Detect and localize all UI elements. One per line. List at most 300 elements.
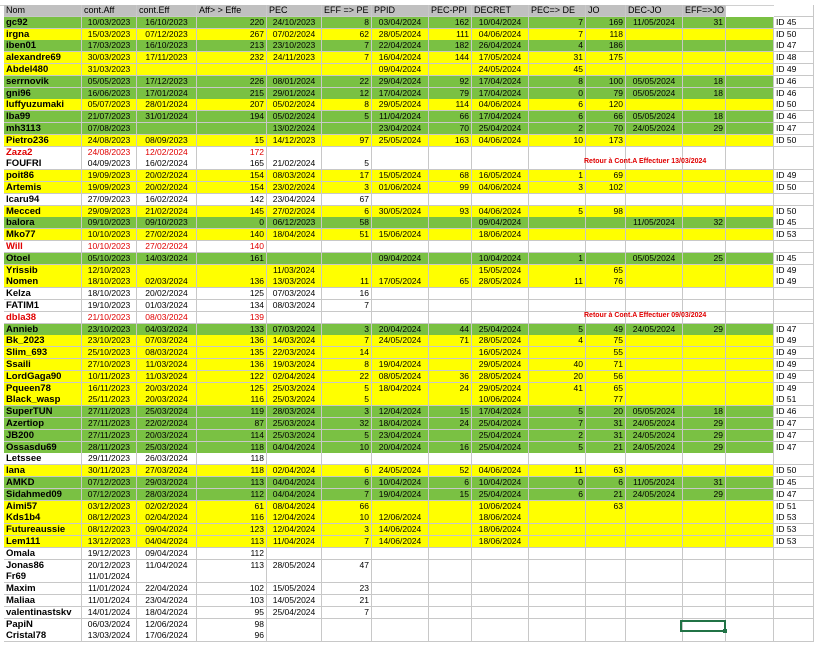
table-row[interactable] <box>0 489 814 501</box>
cell[interactable]: 08/01/2024 <box>267 76 322 88</box>
cell[interactable] <box>626 29 683 41</box>
table-row[interactable] <box>0 442 814 454</box>
cell[interactable]: 0 <box>529 88 586 100</box>
cell[interactable]: 22/03/2024 <box>267 347 322 359</box>
cell[interactable]: ID 50 <box>774 29 814 41</box>
cell[interactable] <box>429 241 472 253</box>
cell[interactable] <box>267 64 322 76</box>
cell[interactable]: Lem111 <box>4 536 82 548</box>
cell[interactable]: Maxim <box>4 583 82 595</box>
cell[interactable]: 6 <box>529 489 586 501</box>
cell[interactable]: 23 <box>322 583 372 595</box>
table-row[interactable] <box>0 182 814 194</box>
cell[interactable] <box>683 170 726 182</box>
cell[interactable]: 11/04/2024 <box>372 111 429 123</box>
cell[interactable]: 29/01/2024 <box>267 88 322 100</box>
cell[interactable] <box>322 241 372 253</box>
cell[interactable]: Jonas86 <box>4 560 82 572</box>
cell[interactable]: lcaru94 <box>4 194 82 206</box>
cell[interactable]: 26/03/2024 <box>137 453 197 465</box>
cell[interactable]: 58 <box>322 217 372 229</box>
cell[interactable]: 10/04/2024 <box>372 477 429 489</box>
cell[interactable] <box>726 158 774 170</box>
cell[interactable] <box>322 619 372 631</box>
cell[interactable] <box>626 583 683 595</box>
cell[interactable]: 18 <box>683 406 726 418</box>
cell[interactable] <box>683 347 726 359</box>
cell[interactable] <box>372 560 429 572</box>
cell[interactable] <box>267 571 322 583</box>
cell[interactable]: 10/06/2024 <box>472 394 529 406</box>
cell[interactable]: 1 <box>529 170 586 182</box>
cell[interactable]: 25/05/2024 <box>372 135 429 147</box>
cell[interactable] <box>529 312 586 324</box>
cell[interactable]: 10 <box>322 442 372 454</box>
cell[interactable]: 08/03/2024 <box>267 170 322 182</box>
cell[interactable]: 27/11/2023 <box>82 406 137 418</box>
cell[interactable] <box>626 229 683 241</box>
cell[interactable]: 5 <box>322 383 372 395</box>
cell[interactable]: 16 <box>322 288 372 300</box>
cell[interactable]: 24/05/2024 <box>626 430 683 442</box>
cell[interactable] <box>267 619 322 631</box>
cell[interactable]: 25/04/2024 <box>267 607 322 619</box>
cell[interactable]: 13/02/2024 <box>267 123 322 135</box>
cell[interactable] <box>774 241 814 253</box>
cell[interactable]: 173 <box>586 135 626 147</box>
cell[interactable] <box>529 453 586 465</box>
cell[interactable]: 17 <box>322 170 372 182</box>
cell[interactable] <box>529 158 586 170</box>
cell[interactable] <box>267 453 322 465</box>
cell[interactable]: 15/05/2024 <box>472 265 529 277</box>
cell[interactable]: 29 <box>683 324 726 336</box>
cell[interactable] <box>429 229 472 241</box>
cell[interactable] <box>372 595 429 607</box>
cell[interactable] <box>774 548 814 560</box>
table-row[interactable] <box>0 335 814 347</box>
cell[interactable]: 186 <box>586 40 626 52</box>
cell[interactable]: 07/02/2024 <box>267 29 322 41</box>
cell[interactable]: 213 <box>197 40 267 52</box>
cell[interactable]: 04/06/2024 <box>472 182 529 194</box>
cell[interactable] <box>267 241 322 253</box>
cell[interactable]: 11/04/2024 <box>267 536 322 548</box>
cell[interactable]: 56 <box>586 371 626 383</box>
cell[interactable] <box>529 524 586 536</box>
cell[interactable]: 24/05/2024 <box>626 324 683 336</box>
cell[interactable]: 09/04/2024 <box>372 253 429 265</box>
cell[interactable] <box>683 64 726 76</box>
cell[interactable] <box>586 548 626 560</box>
column-header[interactable]: EFF => PE <box>322 5 372 17</box>
cell[interactable]: 05/02/2024 <box>267 99 322 111</box>
cell[interactable] <box>472 571 529 583</box>
table-row[interactable] <box>0 347 814 359</box>
cell[interactable]: 13/03/2024 <box>82 630 137 642</box>
cell[interactable]: 65 <box>429 276 472 288</box>
cell[interactable]: 05/07/2023 <box>82 99 137 111</box>
cell[interactable]: 29/11/2023 <box>82 453 137 465</box>
cell[interactable] <box>372 312 429 324</box>
cell[interactable]: 10/04/2024 <box>472 17 529 29</box>
cell[interactable]: gni96 <box>4 88 82 100</box>
cell[interactable] <box>683 135 726 147</box>
cell[interactable] <box>429 253 472 265</box>
cell[interactable]: 27/09/2023 <box>82 194 137 206</box>
cell[interactable]: Futureaussie <box>4 524 82 536</box>
cell[interactable]: ID 47 <box>774 324 814 336</box>
cell[interactable] <box>726 76 774 88</box>
cell[interactable] <box>586 147 626 159</box>
column-header[interactable]: DECRET <box>472 5 529 17</box>
cell[interactable]: 113 <box>197 560 267 572</box>
table-row[interactable] <box>0 17 814 29</box>
cell[interactable] <box>472 312 529 324</box>
cell[interactable]: 98 <box>586 206 626 218</box>
cell[interactable]: 15 <box>429 489 472 501</box>
cell[interactable]: 14/03/2024 <box>267 335 322 347</box>
cell[interactable]: 13/12/2023 <box>82 536 137 548</box>
cell[interactable]: 10/04/2024 <box>472 477 529 489</box>
cell[interactable]: ID 46 <box>774 406 814 418</box>
cell[interactable] <box>626 135 683 147</box>
cell[interactable] <box>586 194 626 206</box>
cell[interactable]: 70 <box>586 123 626 135</box>
table-row[interactable] <box>0 253 814 265</box>
cell[interactable] <box>586 288 626 300</box>
column-header[interactable]: EFF=>JO <box>685 5 725 15</box>
cell[interactable] <box>626 265 683 277</box>
cell[interactable]: Kds1b4 <box>4 512 82 524</box>
cell[interactable] <box>586 583 626 595</box>
cell[interactable]: 6 <box>429 477 472 489</box>
cell[interactable]: ID 46 <box>774 76 814 88</box>
cell[interactable]: Mko77 <box>4 229 82 241</box>
cell[interactable]: 29/04/2024 <box>372 76 429 88</box>
cell[interactable]: 98 <box>197 619 267 631</box>
cell[interactable]: Nomen <box>4 276 82 288</box>
cell[interactable] <box>529 394 586 406</box>
cell[interactable] <box>322 64 372 76</box>
cell[interactable]: 119 <box>197 406 267 418</box>
cell[interactable]: 04/09/2023 <box>82 158 137 170</box>
cell[interactable]: 25/04/2024 <box>472 123 529 135</box>
cell[interactable] <box>626 147 683 159</box>
cell[interactable] <box>529 571 586 583</box>
cell[interactable]: 20/04/2024 <box>372 324 429 336</box>
cell[interactable]: 20/03/2024 <box>137 394 197 406</box>
cell[interactable]: 11/03/2024 <box>137 359 197 371</box>
cell[interactable] <box>726 418 774 430</box>
cell[interactable] <box>726 229 774 241</box>
cell[interactable] <box>372 607 429 619</box>
cell[interactable]: 15/05/2024 <box>267 583 322 595</box>
cell[interactable] <box>726 571 774 583</box>
cell[interactable]: 28/01/2024 <box>137 99 197 111</box>
cell[interactable]: 07/08/2023 <box>82 123 137 135</box>
cell[interactable]: 28/03/2024 <box>267 406 322 418</box>
cell[interactable] <box>726 512 774 524</box>
cell[interactable] <box>586 64 626 76</box>
table-row[interactable] <box>0 583 814 595</box>
cell[interactable] <box>726 430 774 442</box>
cell[interactable]: 7 <box>322 536 372 548</box>
cell[interactable]: ID 47 <box>774 40 814 52</box>
cell[interactable] <box>774 158 814 170</box>
cell[interactable]: 28/05/2024 <box>472 276 529 288</box>
cell[interactable]: Black_wasp <box>4 394 82 406</box>
cell[interactable]: 18/04/2024 <box>372 383 429 395</box>
cell[interactable]: serrnovik <box>4 76 82 88</box>
cell[interactable]: 23/10/2023 <box>82 324 137 336</box>
cell[interactable]: 25/04/2024 <box>472 442 529 454</box>
cell[interactable]: 04/03/2024 <box>137 324 197 336</box>
cell[interactable] <box>472 630 529 642</box>
cell[interactable]: 09/10/2023 <box>137 217 197 229</box>
cell[interactable] <box>774 595 814 607</box>
cell[interactable] <box>372 217 429 229</box>
cell[interactable] <box>626 170 683 182</box>
cell[interactable]: 95 <box>197 607 267 619</box>
cell[interactable] <box>472 147 529 159</box>
cell[interactable] <box>626 371 683 383</box>
cell[interactable]: 118 <box>197 465 267 477</box>
cell[interactable]: Zaza2 <box>4 147 82 159</box>
cell[interactable] <box>626 619 683 631</box>
table-row[interactable] <box>0 324 814 336</box>
cell[interactable]: 06/03/2024 <box>82 619 137 631</box>
table-row[interactable] <box>0 430 814 442</box>
cell[interactable]: 27/02/2024 <box>137 229 197 241</box>
cell[interactable]: 03/12/2023 <box>82 501 137 513</box>
cell[interactable]: 14 <box>322 347 372 359</box>
cell[interactable]: 25/03/2024 <box>267 430 322 442</box>
cell[interactable]: 07/12/2023 <box>82 477 137 489</box>
cell[interactable]: 79 <box>586 88 626 100</box>
column-header[interactable]: cont.Eff <box>137 5 197 17</box>
table-row[interactable] <box>0 371 814 383</box>
cell[interactable] <box>726 276 774 288</box>
cell[interactable] <box>726 394 774 406</box>
cell[interactable]: 22/02/2024 <box>137 418 197 430</box>
cell[interactable]: 36 <box>429 371 472 383</box>
cell[interactable] <box>472 288 529 300</box>
cell[interactable] <box>726 489 774 501</box>
cell[interactable] <box>726 347 774 359</box>
cell[interactable] <box>429 265 472 277</box>
cell[interactable] <box>774 300 814 312</box>
cell[interactable]: 140 <box>197 229 267 241</box>
cell[interactable]: 5 <box>322 394 372 406</box>
cell[interactable]: 154 <box>197 170 267 182</box>
cell[interactable] <box>322 253 372 265</box>
cell[interactable] <box>429 548 472 560</box>
cell[interactable]: 24/05/2024 <box>372 335 429 347</box>
cell[interactable]: 15/03/2023 <box>82 29 137 41</box>
cell[interactable]: 07/03/2024 <box>267 288 322 300</box>
cell[interactable] <box>626 194 683 206</box>
cell[interactable] <box>683 512 726 524</box>
cell[interactable]: poit86 <box>4 170 82 182</box>
cell[interactable] <box>372 347 429 359</box>
cell[interactable]: 7 <box>322 52 372 64</box>
table-row[interactable] <box>0 477 814 489</box>
cell[interactable]: AMKD <box>4 477 82 489</box>
cell[interactable]: 8 <box>322 99 372 111</box>
table-row[interactable] <box>0 88 814 100</box>
cell[interactable]: 21 <box>322 595 372 607</box>
cell[interactable] <box>472 619 529 631</box>
cell[interactable]: ID 47 <box>774 123 814 135</box>
cell[interactable]: 14/05/2024 <box>267 595 322 607</box>
cell[interactable]: 09/04/2024 <box>372 64 429 76</box>
cell[interactable]: 3 <box>322 324 372 336</box>
cell[interactable] <box>683 241 726 253</box>
cell[interactable] <box>429 453 472 465</box>
column-header[interactable]: PEC=> DE <box>529 5 586 17</box>
cell[interactable]: 29/05/2024 <box>472 359 529 371</box>
cell[interactable]: 02/02/2024 <box>137 501 197 513</box>
cell[interactable]: 4 <box>529 40 586 52</box>
cell[interactable]: 22/04/2024 <box>372 40 429 52</box>
table-row[interactable] <box>0 64 814 76</box>
table-row[interactable] <box>0 607 814 619</box>
cell[interactable] <box>726 64 774 76</box>
cell[interactable]: 232 <box>197 52 267 64</box>
cell[interactable] <box>683 607 726 619</box>
cell[interactable]: 67 <box>322 194 372 206</box>
cell[interactable]: JB200 <box>4 430 82 442</box>
cell[interactable]: ID 47 <box>774 418 814 430</box>
cell[interactable]: 116 <box>197 394 267 406</box>
cell[interactable] <box>683 595 726 607</box>
cell[interactable]: 19/12/2023 <box>82 548 137 560</box>
cell[interactable] <box>322 147 372 159</box>
column-header[interactable]: PPID <box>372 5 429 17</box>
cell[interactable] <box>429 619 472 631</box>
cell[interactable]: 29/03/2024 <box>137 477 197 489</box>
cell[interactable] <box>626 560 683 572</box>
cell[interactable]: ID 50 <box>774 182 814 194</box>
cell[interactable]: 66 <box>586 111 626 123</box>
cell[interactable]: 14/06/2024 <box>372 536 429 548</box>
cell[interactable] <box>726 29 774 41</box>
table-row[interactable] <box>0 123 814 135</box>
cell[interactable] <box>429 64 472 76</box>
cell[interactable] <box>683 630 726 642</box>
cell[interactable]: 24/05/2024 <box>372 465 429 477</box>
cell[interactable]: 15 <box>429 406 472 418</box>
cell[interactable] <box>472 607 529 619</box>
cell[interactable]: 17/04/2024 <box>472 111 529 123</box>
cell[interactable]: LordGaga90 <box>4 371 82 383</box>
cell[interactable]: 24 <box>429 418 472 430</box>
cell[interactable] <box>197 123 267 135</box>
cell[interactable]: 17/01/2024 <box>137 88 197 100</box>
cell[interactable]: mh3113 <box>4 123 82 135</box>
cell[interactable]: 70 <box>429 123 472 135</box>
cell[interactable]: 8 <box>322 359 372 371</box>
cell[interactable]: 5 <box>529 442 586 454</box>
cell[interactable]: 87 <box>197 418 267 430</box>
cell[interactable] <box>726 406 774 418</box>
table-row[interactable] <box>0 229 814 241</box>
cell[interactable] <box>726 170 774 182</box>
cell[interactable] <box>683 147 726 159</box>
cell[interactable] <box>626 548 683 560</box>
cell[interactable] <box>372 394 429 406</box>
cell[interactable] <box>774 619 814 631</box>
cell[interactable]: 19/09/2023 <box>82 170 137 182</box>
cell[interactable]: 112 <box>197 489 267 501</box>
selected-cell[interactable] <box>680 620 726 632</box>
cell[interactable]: 3 <box>322 182 372 194</box>
cell[interactable]: 01/03/2024 <box>137 300 197 312</box>
cell[interactable]: 29 <box>683 123 726 135</box>
cell[interactable] <box>726 477 774 489</box>
cell[interactable] <box>626 335 683 347</box>
cell[interactable] <box>372 630 429 642</box>
cell[interactable]: 65 <box>586 383 626 395</box>
cell[interactable] <box>683 300 726 312</box>
cell[interactable]: 18/06/2024 <box>472 512 529 524</box>
cell[interactable] <box>429 300 472 312</box>
cell[interactable] <box>586 241 626 253</box>
cell[interactable]: 103 <box>197 595 267 607</box>
cell[interactable] <box>586 619 626 631</box>
cell[interactable]: 136 <box>197 335 267 347</box>
cell[interactable] <box>429 571 472 583</box>
cell[interactable]: 136 <box>197 359 267 371</box>
cell[interactable] <box>683 359 726 371</box>
cell[interactable] <box>726 123 774 135</box>
cell[interactable]: 69 <box>586 170 626 182</box>
cell[interactable] <box>726 182 774 194</box>
cell[interactable]: 118 <box>197 453 267 465</box>
cell[interactable]: 120 <box>586 99 626 111</box>
cell[interactable]: valentinastskv <box>4 607 82 619</box>
cell[interactable]: 25/04/2024 <box>472 489 529 501</box>
cell[interactable]: 15/06/2024 <box>372 229 429 241</box>
cell[interactable]: 22 <box>322 371 372 383</box>
cell[interactable]: 135 <box>197 347 267 359</box>
cell[interactable]: ID 50 <box>774 135 814 147</box>
cell[interactable]: 68 <box>429 170 472 182</box>
cell[interactable] <box>372 158 429 170</box>
cell[interactable]: 62 <box>322 29 372 41</box>
cell[interactable]: 194 <box>197 111 267 123</box>
cell[interactable] <box>429 607 472 619</box>
cell[interactable] <box>137 265 197 277</box>
cell[interactable]: 04/06/2024 <box>472 465 529 477</box>
cell[interactable]: 29/05/2024 <box>372 99 429 111</box>
cell[interactable]: 11/04/2024 <box>137 560 197 572</box>
cell[interactable]: 28/05/2024 <box>472 371 529 383</box>
cell[interactable]: 30/05/2024 <box>372 206 429 218</box>
cell[interactable] <box>322 548 372 560</box>
cell[interactable] <box>372 241 429 253</box>
table-row[interactable] <box>0 288 814 300</box>
table-row[interactable] <box>0 206 814 218</box>
cell[interactable] <box>726 17 774 29</box>
cell[interactable] <box>726 548 774 560</box>
cell[interactable]: ID 49 <box>774 335 814 347</box>
cell[interactable]: ID 47 <box>774 489 814 501</box>
cell[interactable]: 11/01/2024 <box>82 595 137 607</box>
cell[interactable]: 12/04/2024 <box>372 406 429 418</box>
cell[interactable] <box>774 453 814 465</box>
